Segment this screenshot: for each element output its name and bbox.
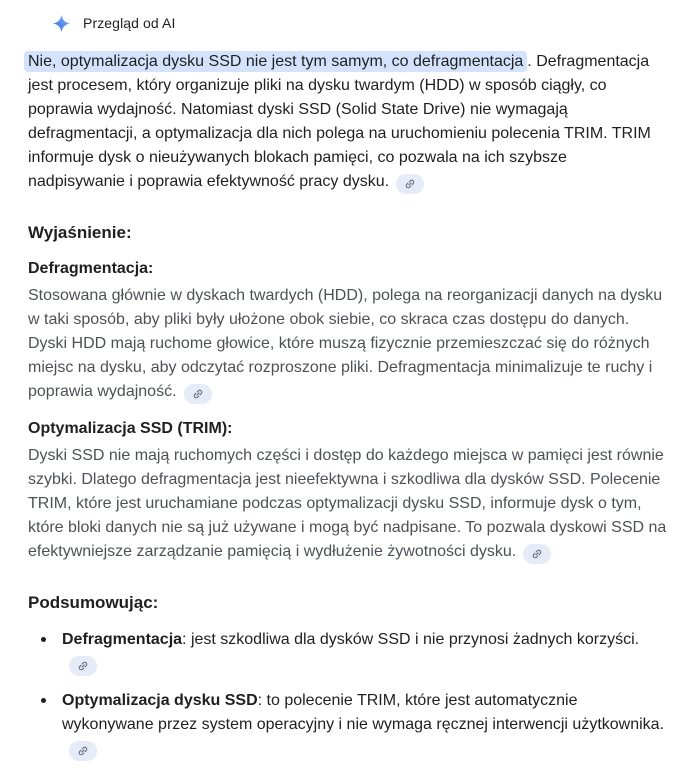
defragmentation-paragraph — [28, 284, 668, 404]
bullet-dot — [41, 637, 46, 642]
intro-paragraph — [28, 50, 668, 194]
subheading-ssd-trim: Optymalizacja SSD (TRIM): — [28, 420, 233, 437]
highlighted-sentence: Nie, optymalizacja dysku SSD nie jest tym samym, co defragmentacja — [24, 51, 527, 72]
bullet-dot — [41, 698, 46, 703]
bullet-text: : to polecenie TRIM, które jest automatycznie wykonywane przez system operacyjny i nie wymaga ręcznej interwencji użytkownika. — [62, 692, 665, 733]
ai-overview-header — [28, 12, 668, 34]
ssd-trim-paragraph — [28, 444, 668, 564]
subheading-defragmentation: Defragmentacja: — [28, 260, 154, 277]
source-link-chip[interactable] — [184, 384, 212, 404]
source-link-chip[interactable] — [69, 656, 97, 676]
section-heading-summary: Podsumowując: — [28, 593, 159, 612]
source-link-chip[interactable] — [396, 174, 424, 194]
ai-sparkle-icon — [52, 14, 71, 33]
bullet-lead: Defragmentacja — [62, 631, 183, 648]
section-heading-explanation: Wyjaśnienie: — [28, 223, 132, 242]
intro-text: . Defragmentacja jest procesem, który organizuje pliki na dysku twardym (HDD) w sposób ciągły, co poprawia wydajność. Natomiast dyski SSD (Solid State Drive) nie wymagają defragmentacji, a optymalizacja dla nich polega na uruchomieniu polecenia TRIM. TRIM informuje dysk o nieużywanych blokach pamięci, co pozwala na ich szybsze nadpisywanie i poprawia efektywność pracy dysku. — [28, 53, 651, 190]
source-link-chip[interactable] — [69, 741, 97, 761]
link-icon — [77, 660, 89, 672]
link-icon — [192, 388, 204, 400]
list-item — [28, 689, 668, 761]
link-icon — [77, 745, 89, 757]
link-icon — [531, 548, 543, 560]
summary-list — [28, 628, 668, 761]
bullet-lead: Optymalizacja dysku SSD — [62, 692, 258, 709]
list-item — [28, 628, 668, 676]
link-icon — [404, 178, 416, 190]
ai-overview-label: Przegląd od AI — [83, 15, 176, 31]
bullet-text: : jest szkodliwa dla dysków SSD i nie przynosi żadnych korzyści. — [182, 631, 640, 648]
defragmentation-text: Stosowana głównie w dyskach twardych (HDD), polega na reorganizacji danych na dysku w taki sposób, aby pliki były ułożone obok siebie, co skraca czas dostępu do danych. Dyski HDD mają ruchome głowice, które muszą fizycznie przemieszczać się do różnych miejsc na dysku, aby odczytać rozproszone pliki. Defragmentacja minimalizuje te ruchy i poprawia wydajność. — [28, 287, 663, 400]
ssd-trim-text: Dyski SSD nie mają ruchomych części i dostęp do każdego miejsca w pamięci jest równie szybki. Dlatego defragmentacja jest nieefektywna i szkodliwa dla dysków SSD. Polecenie TRIM, które jest uruchamiane podczas optymalizacji dysku SSD, informuje dysk o tym, które bloki danych nie są już używane i mogą być nadpisane. To pozwala dyskowi SSD na efektywniejsze zarządzanie pamięcią i wydłużenie żywotności dysku. — [28, 447, 667, 560]
source-link-chip[interactable] — [523, 544, 551, 564]
